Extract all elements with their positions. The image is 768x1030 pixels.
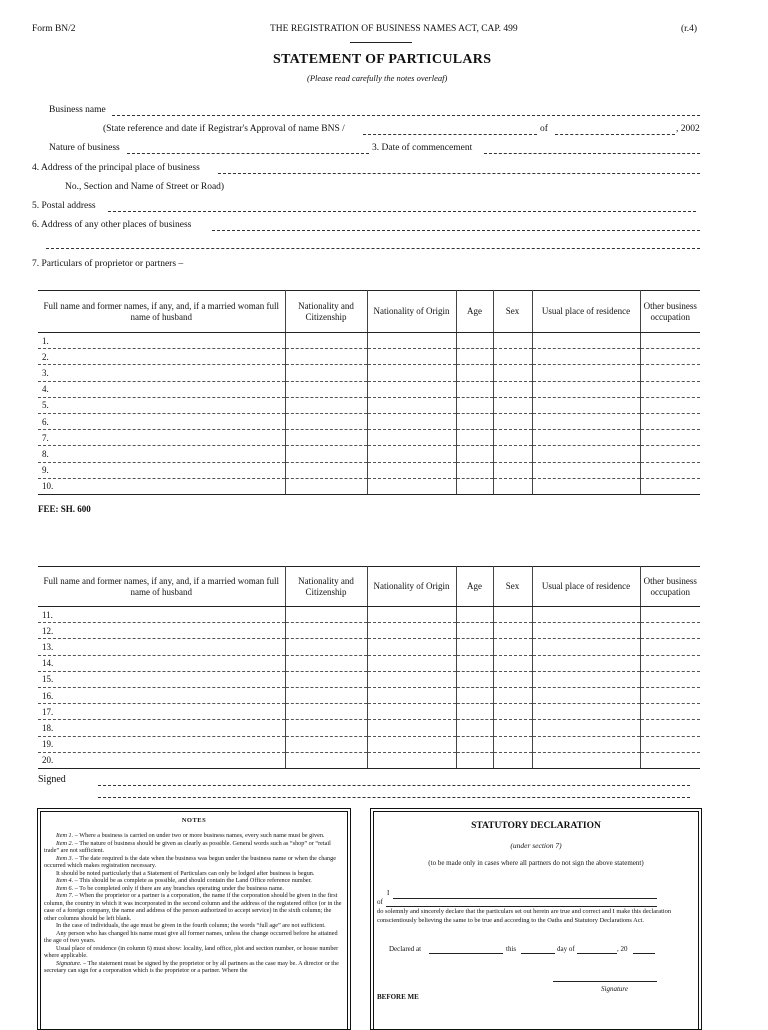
table-cell[interactable] xyxy=(532,623,640,639)
notes-paragraph xyxy=(44,840,344,855)
table-cell[interactable] xyxy=(456,397,493,413)
table-cell[interactable] xyxy=(532,736,640,752)
table-cell[interactable] xyxy=(456,655,493,671)
notes-item-text: – The statement must be signed by the proprietor or by all partners as the case may be. A director or the secretary can sign for a corporation which is the proprietor or a partner. Where the xyxy=(44,959,339,974)
notes-item-label: Item 6. xyxy=(56,884,74,892)
table-row xyxy=(38,752,700,768)
row-number-cell[interactable]: 3. xyxy=(38,365,285,381)
table-cell[interactable] xyxy=(493,671,532,687)
other-places-field-2[interactable] xyxy=(46,248,700,249)
col-nationality: Nationality and Citizenship xyxy=(285,291,367,333)
table-row xyxy=(38,446,700,462)
table-cell[interactable] xyxy=(640,413,700,429)
signature-line-2[interactable] xyxy=(98,797,690,798)
table-row xyxy=(38,333,700,349)
table-cell[interactable] xyxy=(456,365,493,381)
table-row xyxy=(38,639,700,655)
table-cell[interactable] xyxy=(367,349,456,365)
signature-line-1[interactable] xyxy=(98,785,690,786)
table-cell[interactable] xyxy=(285,365,367,381)
notes-paragraph xyxy=(44,922,344,930)
table-cell[interactable] xyxy=(532,478,640,494)
table-cell[interactable] xyxy=(493,413,532,429)
notes-item-label: Item 7. xyxy=(56,892,74,899)
notes-box xyxy=(37,808,351,1030)
table-cell[interactable] xyxy=(367,333,456,349)
table-cell[interactable] xyxy=(640,687,700,703)
declaration-signature-line[interactable] xyxy=(553,981,657,982)
table-cell[interactable] xyxy=(640,381,700,397)
row-number-cell[interactable]: 5. xyxy=(38,397,285,413)
partners-table-b xyxy=(38,566,700,769)
bns-reference-field[interactable] xyxy=(363,134,537,135)
postal-address-label: 5. Postal address xyxy=(32,201,96,211)
table-cell[interactable] xyxy=(493,687,532,703)
form-label: Form BN/2 xyxy=(32,24,76,34)
notes-item-label: Item 1. xyxy=(56,832,74,839)
declarant-i-label: I xyxy=(387,889,390,897)
table-cell[interactable] xyxy=(367,397,456,413)
notes-paragraph xyxy=(44,870,344,878)
fee-label: FEE: SH. 600 xyxy=(38,504,91,514)
declared-at-field[interactable] xyxy=(429,953,503,954)
table-cell[interactable] xyxy=(532,639,640,655)
table-row xyxy=(38,704,700,720)
table-cell[interactable] xyxy=(285,687,367,703)
table-cell[interactable] xyxy=(367,607,456,623)
table-row xyxy=(38,365,700,381)
row-number-cell[interactable]: 1. xyxy=(38,333,285,349)
table-cell[interactable] xyxy=(493,639,532,655)
table-cell[interactable] xyxy=(367,704,456,720)
table-row xyxy=(38,687,700,703)
table-cell[interactable] xyxy=(532,430,640,446)
table-cell[interactable] xyxy=(493,736,532,752)
table-cell[interactable] xyxy=(456,720,493,736)
table-cell[interactable] xyxy=(493,655,532,671)
declared-at-label: Declared at xyxy=(389,945,422,953)
table-cell[interactable] xyxy=(367,752,456,768)
table-cell[interactable] xyxy=(367,687,456,703)
row-number-cell[interactable]: 9. xyxy=(38,462,285,478)
table-cell[interactable] xyxy=(456,462,493,478)
table-cell[interactable] xyxy=(285,397,367,413)
nature-field[interactable] xyxy=(127,153,369,154)
table-row xyxy=(38,462,700,478)
year-prefix-label: , 20 xyxy=(617,945,628,953)
nature-label: Nature of business xyxy=(49,143,120,153)
table-cell[interactable] xyxy=(532,397,640,413)
rule-ref: (r.4) xyxy=(681,24,698,34)
table-cell[interactable] xyxy=(640,704,700,720)
row-number-cell[interactable]: 20. xyxy=(38,752,285,768)
table-cell[interactable] xyxy=(456,381,493,397)
table-cell[interactable] xyxy=(285,720,367,736)
col-sex: Sex xyxy=(493,291,532,333)
table-cell[interactable] xyxy=(456,623,493,639)
table-cell[interactable] xyxy=(456,478,493,494)
postal-address-field[interactable] xyxy=(108,211,696,212)
row-number-cell[interactable]: 4. xyxy=(38,381,285,397)
col-origin: Nationality of Origin xyxy=(367,291,456,333)
table-cell[interactable] xyxy=(493,430,532,446)
declaration-box xyxy=(370,808,702,1030)
notes-item-text: – To be completed only if there are any branches operating under the business name. xyxy=(73,884,284,892)
notes-paragraph xyxy=(44,892,344,922)
business-name-field[interactable] xyxy=(112,115,700,116)
table-cell[interactable] xyxy=(285,752,367,768)
particulars-label: 7. Particulars of proprietor or partners – xyxy=(32,259,184,269)
table-cell[interactable] xyxy=(285,446,367,462)
notes-item-text: – This should be as complete as possible, and should contain the Land Office reference number. xyxy=(73,877,312,884)
notes-item-text: It should be noted particularly that a Statement of Particulars can only be lodged after business is begun. xyxy=(56,869,315,877)
table-cell[interactable] xyxy=(285,639,367,655)
table-row xyxy=(38,607,700,623)
table-cell[interactable] xyxy=(285,381,367,397)
notes-item-text: Usual place of residence (in column 6) must show: locality, land office, plot and section number, or house number where applicable. xyxy=(44,944,339,959)
table-row xyxy=(38,397,700,413)
table-cell[interactable] xyxy=(285,671,367,687)
table-cell[interactable] xyxy=(640,397,700,413)
table-cell[interactable] xyxy=(493,704,532,720)
table-row xyxy=(38,413,700,429)
row-number-cell[interactable]: 15. xyxy=(38,671,285,687)
table-row xyxy=(38,720,700,736)
declaration-under: (under section 7) xyxy=(510,841,562,850)
table-row xyxy=(38,736,700,752)
signed-label: Signed xyxy=(38,774,66,785)
table-cell[interactable] xyxy=(456,446,493,462)
table-cell[interactable] xyxy=(640,462,700,478)
table-cell[interactable] xyxy=(640,446,700,462)
col-nationality: Nationality and Citizenship xyxy=(285,567,367,607)
page-title: STATEMENT OF PARTICULARS xyxy=(273,52,492,67)
table-cell[interactable] xyxy=(456,349,493,365)
table-cell[interactable] xyxy=(285,333,367,349)
table-cell[interactable] xyxy=(367,671,456,687)
table-cell[interactable] xyxy=(640,365,700,381)
notes-item-text: – When the proprietor or a partner is a corporation, the name if the corporation should be given in the first column, the country in which it was incorporated in the second column and the address of the registered office (or in the case of a foreign company, the name and address of the person authorized to accept service) in the sixth column; the other columns should be left blank. xyxy=(44,892,342,922)
table-cell[interactable] xyxy=(640,736,700,752)
table-cell[interactable] xyxy=(532,704,640,720)
table-cell[interactable] xyxy=(367,655,456,671)
table-cell[interactable] xyxy=(640,478,700,494)
day-of-label: day of xyxy=(557,945,575,953)
table-row xyxy=(38,349,700,365)
table-cell[interactable] xyxy=(532,446,640,462)
table-cell[interactable] xyxy=(367,446,456,462)
principal-address-label: 4. Address of the principal place of business xyxy=(32,163,200,173)
row-number-cell[interactable]: 19. xyxy=(38,736,285,752)
row-number-cell[interactable]: 16. xyxy=(38,687,285,703)
table-cell[interactable] xyxy=(640,720,700,736)
table-cell[interactable] xyxy=(367,623,456,639)
row-number-cell[interactable]: 13. xyxy=(38,639,285,655)
table-cell[interactable] xyxy=(640,333,700,349)
notes-item-label: Item 3. xyxy=(56,854,74,862)
table-cell[interactable] xyxy=(493,333,532,349)
declaration-title: STATUTORY DECLARATION xyxy=(471,821,601,831)
table-cell[interactable] xyxy=(456,607,493,623)
table-cell[interactable] xyxy=(640,430,700,446)
other-places-field[interactable] xyxy=(212,230,700,231)
before-me-label: BEFORE ME xyxy=(377,993,419,1001)
notes-item-label: Signature. xyxy=(56,959,82,967)
table-cell[interactable] xyxy=(285,478,367,494)
table-cell[interactable] xyxy=(493,365,532,381)
table-cell[interactable] xyxy=(640,655,700,671)
table-cell[interactable] xyxy=(493,623,532,639)
principal-address-field[interactable] xyxy=(218,173,700,174)
commencement-field[interactable] xyxy=(484,153,700,154)
act-title: THE REGISTRATION OF BUSINESS NAMES ACT, CAP. 499 xyxy=(270,24,518,34)
table-cell[interactable] xyxy=(367,462,456,478)
col-sex: Sex xyxy=(493,567,532,607)
table-cell[interactable] xyxy=(456,639,493,655)
notes-paragraph xyxy=(44,885,344,893)
table-cell[interactable] xyxy=(285,704,367,720)
state-reference-label: (State reference and date if Registrar's Approval of name BNS / xyxy=(103,124,345,134)
table-cell[interactable] xyxy=(532,462,640,478)
table-cell[interactable] xyxy=(456,687,493,703)
table-cell[interactable] xyxy=(285,413,367,429)
table-cell[interactable] xyxy=(640,623,700,639)
table-cell[interactable] xyxy=(456,704,493,720)
table-cell[interactable] xyxy=(367,736,456,752)
table-cell[interactable] xyxy=(456,430,493,446)
table-cell[interactable] xyxy=(640,639,700,655)
notes-item-text: Any person who has changed his name must give all former names, unless the change occurred before he attained the age of two years. xyxy=(44,929,338,944)
table-cell[interactable] xyxy=(640,671,700,687)
notes-title: NOTES xyxy=(181,817,207,824)
row-number-cell[interactable]: 17. xyxy=(38,704,285,720)
table-cell[interactable] xyxy=(493,720,532,736)
declaration-body: do solemnly and sincerely declare that the particulars set out herein are true and correct and I make this declaration conscientiously believing the same to be true and according to the Oaths and Statutory Declarations Act. xyxy=(377,908,672,924)
row-number-cell[interactable]: 10. xyxy=(38,478,285,494)
declarant-of-label: of xyxy=(377,898,383,906)
table-cell[interactable] xyxy=(493,607,532,623)
table-cell[interactable] xyxy=(456,333,493,349)
table-cell[interactable] xyxy=(640,349,700,365)
table-cell[interactable] xyxy=(456,736,493,752)
table-cell[interactable] xyxy=(367,430,456,446)
notes-paragraph xyxy=(44,877,344,885)
table-cell[interactable] xyxy=(640,752,700,768)
this-day-field[interactable] xyxy=(521,953,555,954)
table-cell[interactable] xyxy=(532,333,640,349)
of-label: of xyxy=(540,124,548,134)
col-residence: Usual place of residence xyxy=(532,567,640,607)
table-cell[interactable] xyxy=(367,413,456,429)
table-cell[interactable] xyxy=(493,446,532,462)
table-cell[interactable] xyxy=(367,478,456,494)
month-field[interactable] xyxy=(577,953,617,954)
partners-table-a xyxy=(38,290,700,495)
col-age: Age xyxy=(456,291,493,333)
commencement-label: 3. Date of commencement xyxy=(372,143,473,153)
approval-date-field[interactable] xyxy=(555,134,675,135)
declarant-address-field[interactable] xyxy=(386,906,657,907)
business-name-label: Business name xyxy=(49,105,106,115)
table-cell[interactable] xyxy=(640,607,700,623)
notes-item-text: – Where a business is carried on under two or more business names, every such name must be given. xyxy=(73,832,325,839)
signature-caption: Signature xyxy=(601,985,628,993)
notes-paragraph xyxy=(44,832,344,840)
col-occupation: Other business occupation xyxy=(640,567,700,607)
row-number-cell[interactable]: 14. xyxy=(38,655,285,671)
table-row xyxy=(38,430,700,446)
table-cell[interactable] xyxy=(532,687,640,703)
row-number-cell[interactable]: 11. xyxy=(38,607,285,623)
row-number-cell[interactable]: 12. xyxy=(38,623,285,639)
table-cell[interactable] xyxy=(532,607,640,623)
table-row xyxy=(38,478,700,494)
row-number-cell[interactable]: 6. xyxy=(38,413,285,429)
table-cell[interactable] xyxy=(532,671,640,687)
notes-paragraph xyxy=(44,930,344,945)
row-number-cell[interactable]: 2. xyxy=(38,349,285,365)
table-cell[interactable] xyxy=(367,381,456,397)
declarant-name-field[interactable] xyxy=(393,898,657,899)
notes-body xyxy=(38,832,350,975)
table-cell[interactable] xyxy=(285,462,367,478)
table-cell[interactable] xyxy=(285,655,367,671)
table-row xyxy=(38,655,700,671)
col-origin: Nationality of Origin xyxy=(367,567,456,607)
col-residence: Usual place of residence xyxy=(532,291,640,333)
table-cell[interactable] xyxy=(285,607,367,623)
page-subtitle: (Please read carefully the notes overleaf) xyxy=(307,73,448,83)
notes-paragraph xyxy=(44,855,344,870)
table-cell[interactable] xyxy=(493,397,532,413)
table-cell[interactable] xyxy=(493,349,532,365)
table-cell[interactable] xyxy=(285,349,367,365)
notes-paragraph xyxy=(44,945,344,960)
address-hint: No., Section and Name of Street or Road) xyxy=(65,182,225,192)
notes-paragraph xyxy=(44,960,344,975)
table-cell[interactable] xyxy=(367,639,456,655)
table-cell[interactable] xyxy=(532,752,640,768)
this-label: this xyxy=(506,945,517,953)
table-cell[interactable] xyxy=(285,430,367,446)
declaration-use-note: (to be made only in cases where all partners do not sign the above statement) xyxy=(428,859,644,867)
table-cell[interactable] xyxy=(532,655,640,671)
table-row xyxy=(38,623,700,639)
row-number-cell[interactable]: 7. xyxy=(38,430,285,446)
col-full-name: Full name and former names, if any, and, if a married woman full name of husband xyxy=(38,291,285,333)
table-cell[interactable] xyxy=(285,623,367,639)
table-cell[interactable] xyxy=(532,365,640,381)
table-row xyxy=(38,381,700,397)
table-cell[interactable] xyxy=(285,736,367,752)
year-field[interactable] xyxy=(633,953,655,954)
table-cell[interactable] xyxy=(532,413,640,429)
table-cell[interactable] xyxy=(532,720,640,736)
table-cell[interactable] xyxy=(532,349,640,365)
row-number-cell[interactable]: 18. xyxy=(38,720,285,736)
table-row xyxy=(38,671,700,687)
other-places-label: 6. Address of any other places of business xyxy=(32,220,192,230)
notes-item-label: Item 2. xyxy=(56,839,74,847)
notes-item-text: – The nature of business should be given as clearly as possible. General words such as “shop” or “retail trade” are not sufficient. xyxy=(44,839,331,854)
table-cell[interactable] xyxy=(493,381,532,397)
table-cell[interactable] xyxy=(456,671,493,687)
table-cell[interactable] xyxy=(367,365,456,381)
table-cell[interactable] xyxy=(493,478,532,494)
table-cell[interactable] xyxy=(532,381,640,397)
notes-item-text: In the case of individuals, the age must be given in the fourth column; the words “full age” are not sufficient. xyxy=(56,922,326,929)
col-occupation: Other business occupation xyxy=(640,291,700,333)
table-cell[interactable] xyxy=(456,752,493,768)
col-full-name: Full name and former names, if any, and, if a married woman full name of husband xyxy=(38,567,285,607)
notes-item-label: Item 4. xyxy=(56,877,74,884)
table-cell[interactable] xyxy=(493,752,532,768)
year-label: , 2002 xyxy=(676,124,700,134)
col-age: Age xyxy=(456,567,493,607)
table-cell[interactable] xyxy=(367,720,456,736)
table-cell[interactable] xyxy=(456,413,493,429)
title-rule xyxy=(350,42,412,43)
notes-item-text: – The date required is the date when the business was begun under the business name or when the change occurred which makes registration necessary. xyxy=(44,854,336,869)
row-number-cell[interactable]: 8. xyxy=(38,446,285,462)
table-cell[interactable] xyxy=(493,462,532,478)
